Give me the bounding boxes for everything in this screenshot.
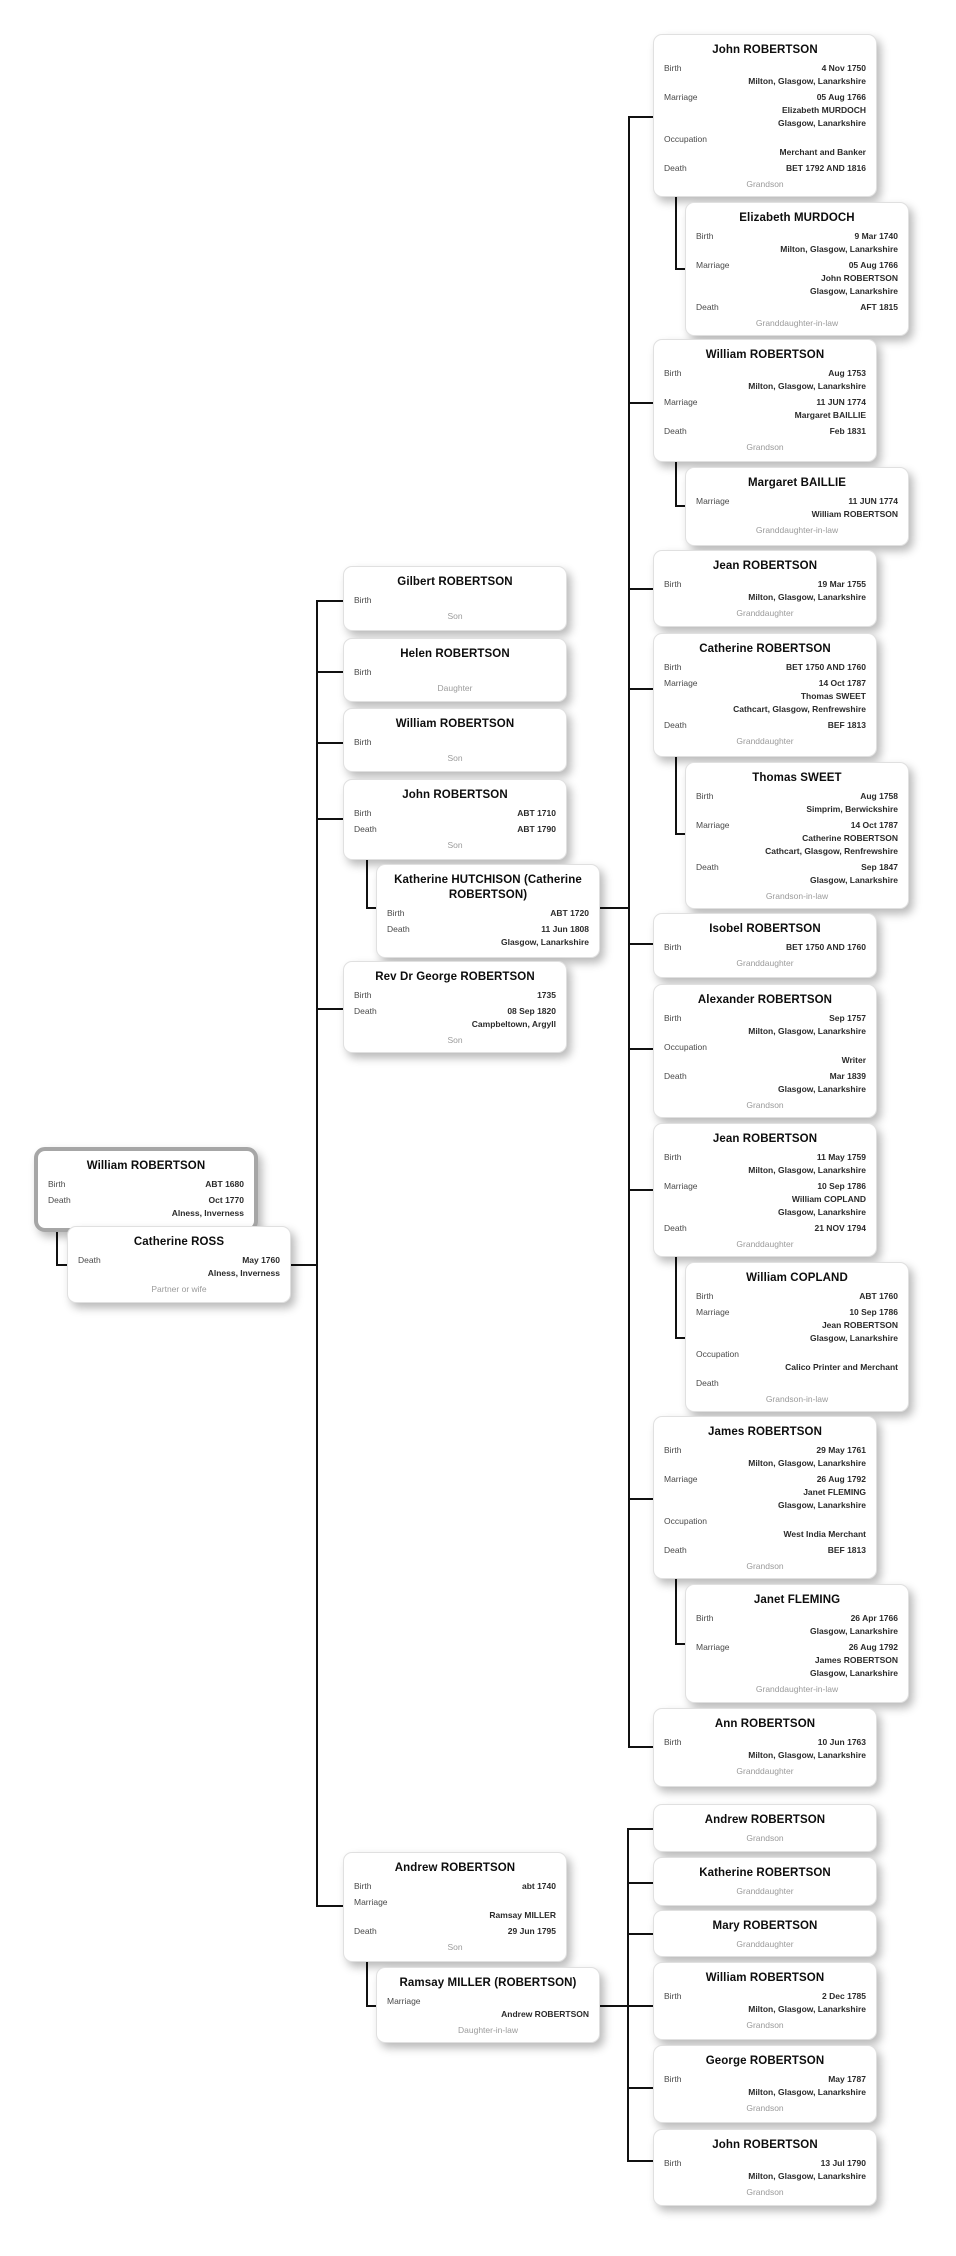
field-label: Death — [354, 824, 377, 834]
field-label: Birth — [664, 579, 682, 589]
field-date: 2 Dec 1785 — [822, 1991, 866, 2001]
field-label: Birth — [664, 63, 682, 73]
person-card-james-r[interactable] — [653, 1416, 877, 1579]
field-detail: Milton, Glasgow, Lanarkshire — [748, 2171, 866, 2181]
field-date: ABT 1680 — [205, 1179, 244, 1189]
connector-line — [316, 600, 343, 602]
field-detail: James ROBERTSON — [814, 1655, 898, 1665]
relationship-label: Grandson — [746, 2103, 784, 2113]
field-label: Death — [78, 1255, 101, 1265]
person-card-jean-r1[interactable] — [653, 550, 877, 627]
field-detail: Catherine ROBERTSON — [802, 833, 898, 843]
field-label: Marriage — [696, 1642, 730, 1652]
field-label: Birth — [664, 1737, 682, 1747]
field-label: Marriage — [696, 260, 730, 270]
field-label: Marriage — [387, 1996, 421, 2006]
field-label: Occupation — [664, 134, 707, 144]
connector-line — [675, 196, 677, 270]
connector-line — [316, 1008, 343, 1010]
field-date: 11 Jun 1808 — [541, 924, 589, 934]
field-label: Death — [696, 1378, 719, 1388]
field-date: ABT 1710 — [517, 808, 556, 818]
field-detail: Cathcart, Glasgow, Renfrewshire — [733, 704, 866, 714]
field-label: Marriage — [696, 1307, 730, 1317]
field-date: 11 JUN 1774 — [848, 496, 898, 506]
field-label: Birth — [48, 1179, 66, 1189]
person-name: John ROBERTSON — [712, 44, 818, 56]
field-detail: Simprim, Berwickshire — [806, 804, 898, 814]
field-label: Birth — [664, 942, 682, 952]
field-label: Birth — [696, 1291, 714, 1301]
person-card-katherine-hutchison[interactable] — [376, 864, 600, 958]
field-detail: Margaret BAILLIE — [794, 410, 866, 420]
connector-line — [627, 2160, 654, 2162]
connector-line — [628, 1048, 654, 1050]
relationship-label: Partner or wife — [151, 1284, 207, 1294]
person-name: Catherine ROSS — [133, 1236, 225, 1248]
field-label: Birth — [354, 1881, 372, 1891]
field-label: Death — [354, 1926, 377, 1936]
connector-line — [627, 1828, 654, 1830]
field-label: Death — [48, 1195, 71, 1205]
field-detail: Milton, Glasgow, Lanarkshire — [748, 1750, 866, 1760]
field-date: 4 Nov 1750 — [821, 63, 866, 73]
relationship-label: Son — [447, 1035, 463, 1045]
field-date: ABT 1720 — [550, 908, 589, 918]
person-card-george-r[interactable] — [653, 2045, 877, 2123]
field-date: Aug 1758 — [860, 791, 898, 801]
field-detail: Glasgow, Lanarkshire — [777, 1207, 866, 1217]
field-label: Death — [664, 163, 687, 173]
field-label: Death — [696, 862, 719, 872]
field-date: 26 Aug 1792 — [848, 1642, 898, 1652]
person-name: Alexander ROBERTSON — [697, 994, 833, 1006]
field-date: Aug 1753 — [828, 368, 866, 378]
field-detail: Thomas SWEET — [800, 691, 866, 701]
field-date: 10 Sep 1786 — [849, 1307, 898, 1317]
field-detail: Milton, Glasgow, Lanarkshire — [748, 1458, 866, 1468]
relationship-label: Granddaughter — [736, 1939, 794, 1949]
field-label: Death — [664, 720, 687, 730]
field-detail: West India Merchant — [783, 1529, 866, 1539]
field-detail: Milton, Glasgow, Lanarkshire — [748, 76, 866, 86]
field-date: 1735 — [537, 990, 556, 1000]
field-date: BEF 1813 — [827, 720, 866, 730]
field-label: Death — [664, 426, 687, 436]
connector-line — [627, 1933, 654, 1935]
person-card-katherine-r[interactable] — [653, 1857, 877, 1906]
person-name: Elizabeth MURDOCH — [739, 212, 855, 224]
relationship-label: Granddaughter — [736, 736, 794, 746]
relationship-label: Grandson — [746, 1561, 784, 1571]
connector-line — [600, 907, 629, 909]
connector-line — [628, 1189, 654, 1191]
field-date: ABT 1790 — [517, 824, 556, 834]
connector-line — [675, 462, 677, 507]
connector-line — [628, 588, 654, 590]
field-date: 11 JUN 1774 — [816, 397, 866, 407]
person-card-catherine-ross[interactable] — [67, 1226, 291, 1303]
field-detail: Milton, Glasgow, Lanarkshire — [748, 1026, 866, 1036]
field-date: 21 NOV 1794 — [814, 1223, 866, 1233]
connector-line — [627, 1882, 654, 1884]
field-label: Birth — [696, 791, 714, 801]
person-name: Margaret BAILLIE — [747, 477, 847, 489]
field-date: abt 1740 — [521, 1881, 556, 1891]
field-label: Birth — [664, 1445, 682, 1455]
person-card-alexander[interactable] — [653, 984, 877, 1118]
relationship-label: Grandson — [746, 442, 784, 452]
connector-line — [316, 742, 343, 744]
field-detail: Andrew ROBERTSON — [501, 2009, 589, 2019]
field-detail: Alness, Inverness — [171, 1208, 244, 1218]
connector-line — [628, 402, 654, 404]
connector-line — [628, 943, 654, 945]
field-label: Death — [354, 1006, 377, 1016]
field-label: Marriage — [354, 1897, 388, 1907]
field-date: 19 Mar 1755 — [817, 579, 866, 589]
person-card-thomas-sweet[interactable] — [685, 762, 909, 909]
person-card-john-r[interactable] — [653, 34, 877, 197]
field-detail: Calico Printer and Merchant — [785, 1362, 898, 1372]
field-date: May 1787 — [828, 2074, 866, 2084]
field-detail: Milton, Glasgow, Lanarkshire — [748, 2087, 866, 2097]
connector-line — [600, 2005, 628, 2007]
person-name: Katherine HUTCHISON (Catherine ROBERTSON) — [394, 874, 582, 901]
person-card-andrew-mid[interactable] — [343, 1852, 567, 1962]
person-name: William ROBERTSON — [395, 718, 515, 730]
field-date: BET 1792 AND 1816 — [785, 163, 866, 173]
field-detail: Glasgow, Lanarkshire — [809, 1626, 898, 1636]
person-name: George ROBERTSON — [705, 2055, 825, 2067]
person-name: Isobel ROBERTSON — [709, 923, 821, 935]
person-name: James ROBERTSON — [708, 1426, 822, 1438]
field-label: Birth — [664, 2074, 682, 2084]
connector-line — [628, 688, 654, 690]
relationship-label: Granddaughter-in-law — [755, 318, 839, 328]
field-detail: Glasgow, Lanarkshire — [777, 1084, 866, 1094]
relationship-label: Daughter — [437, 683, 473, 693]
connector-line — [628, 116, 630, 1748]
field-date: Sep 1757 — [829, 1013, 866, 1023]
field-date: Feb 1831 — [829, 426, 866, 436]
person-name: John ROBERTSON — [402, 789, 508, 801]
field-date: BET 1750 AND 1760 — [785, 942, 866, 952]
field-date: ABT 1760 — [859, 1291, 898, 1301]
person-card-william-mid[interactable] — [343, 708, 567, 772]
field-detail: Milton, Glasgow, Lanarkshire — [748, 1165, 866, 1175]
person-card-ann[interactable] — [653, 1708, 877, 1787]
field-date: 29 Jun 1795 — [507, 1926, 556, 1936]
field-date: BET 1750 AND 1760 — [785, 662, 866, 672]
field-date: AFT 1815 — [860, 302, 898, 312]
field-label: Marriage — [664, 1474, 698, 1484]
field-date: 11 May 1759 — [816, 1152, 866, 1162]
person-card-gilbert[interactable] — [343, 566, 567, 631]
person-name: John ROBERTSON — [712, 2139, 818, 2151]
field-date: 26 Aug 1792 — [816, 1474, 866, 1484]
person-card-john-r2[interactable] — [653, 2129, 877, 2206]
field-label: Death — [664, 1071, 687, 1081]
person-card-root-william[interactable] — [34, 1147, 258, 1232]
person-card-margaret-baillie[interactable] — [685, 467, 909, 546]
relationship-label: Grandson — [746, 1100, 784, 1110]
field-label: Occupation — [664, 1042, 707, 1052]
field-date: 05 Aug 1766 — [848, 260, 898, 270]
person-name: Mary ROBERTSON — [712, 1920, 818, 1932]
person-name: William ROBERTSON — [86, 1160, 206, 1172]
field-label: Death — [696, 302, 719, 312]
field-date: 29 May 1761 — [816, 1445, 866, 1455]
connector-line — [628, 1498, 654, 1500]
relationship-label: Granddaughter-in-law — [755, 1684, 839, 1694]
person-card-andrew-r[interactable] — [653, 1804, 877, 1852]
field-date: 26 Apr 1766 — [850, 1613, 898, 1623]
field-detail: Glasgow, Lanarkshire — [777, 1500, 866, 1510]
field-detail: Glasgow, Lanarkshire — [500, 937, 589, 947]
field-date: 05 Aug 1766 — [816, 92, 866, 102]
person-name: Jean ROBERTSON — [712, 560, 818, 572]
field-date: 9 Mar 1740 — [854, 231, 898, 241]
field-date: Mar 1839 — [829, 1071, 866, 1081]
relationship-label: Granddaughter — [736, 1886, 794, 1896]
person-name: Catherine ROBERTSON — [699, 643, 831, 655]
field-detail: Milton, Glasgow, Lanarkshire — [748, 381, 866, 391]
person-name: William COPLAND — [746, 1272, 848, 1284]
person-name: Andrew ROBERTSON — [704, 1814, 826, 1826]
field-date: 14 Oct 1787 — [818, 678, 866, 688]
field-date: 13 Jul 1790 — [820, 2158, 866, 2168]
field-detail: Glasgow, Lanarkshire — [809, 1668, 898, 1678]
field-label: Birth — [696, 1613, 714, 1623]
connector-line — [366, 858, 368, 909]
connector-line — [291, 1264, 318, 1266]
field-label: Marriage — [696, 820, 730, 830]
field-date: Oct 1770 — [208, 1195, 244, 1205]
field-detail: Milton, Glasgow, Lanarkshire — [780, 244, 898, 254]
field-detail: Glasgow, Lanarkshire — [809, 286, 898, 296]
connector-line — [675, 1579, 677, 1645]
field-label: Birth — [354, 990, 372, 1000]
field-label: Occupation — [664, 1516, 707, 1526]
field-label: Death — [664, 1545, 687, 1555]
person-name: William ROBERTSON — [705, 349, 825, 361]
person-name: Jean ROBERTSON — [712, 1133, 818, 1145]
person-name: Katherine ROBERTSON — [699, 1867, 831, 1879]
person-name: Ramsay MILLER (ROBERTSON) — [399, 1977, 577, 1989]
relationship-label: Grandson — [746, 179, 784, 189]
person-name: Helen ROBERTSON — [400, 648, 510, 660]
person-card-catherine-r[interactable] — [653, 633, 877, 757]
field-label: Birth — [696, 231, 714, 241]
connector-line — [628, 116, 654, 118]
field-label: Marriage — [664, 1181, 698, 1191]
field-date: 14 Oct 1787 — [850, 820, 898, 830]
person-card-jean-r2[interactable] — [653, 1123, 877, 1257]
connector-line — [316, 600, 318, 1907]
field-label: Marriage — [664, 397, 698, 407]
person-card-elizabeth-murdoch[interactable] — [685, 202, 909, 336]
field-date: May 1760 — [242, 1255, 280, 1265]
connector-line — [316, 1905, 343, 1907]
field-detail: Glasgow, Lanarkshire — [809, 1333, 898, 1343]
relationship-label: Grandson — [746, 1833, 784, 1843]
field-label: Birth — [664, 1013, 682, 1023]
field-date: Sep 1847 — [861, 862, 898, 872]
relationship-label: Daughter-in-law — [458, 2025, 518, 2035]
field-detail: Janet FLEMING — [803, 1487, 866, 1497]
field-date: 10 Sep 1786 — [817, 1181, 866, 1191]
relationship-label: Granddaughter — [736, 1239, 794, 1249]
field-label: Birth — [354, 808, 372, 818]
field-detail: William ROBERTSON — [811, 509, 898, 519]
field-label: Death — [387, 924, 410, 934]
relationship-label: Son — [447, 1942, 463, 1952]
person-card-isobel[interactable] — [653, 913, 877, 978]
relationship-label: Granddaughter-in-law — [755, 525, 839, 535]
field-label: Marriage — [696, 496, 730, 506]
person-card-george-mid[interactable] — [343, 961, 567, 1053]
person-name: Gilbert ROBERTSON — [397, 576, 513, 588]
field-detail: Glasgow, Lanarkshire — [777, 118, 866, 128]
field-label: Birth — [354, 737, 372, 747]
field-detail: Milton, Glasgow, Lanarkshire — [748, 592, 866, 602]
connector-line — [628, 1746, 654, 1748]
relationship-label: Son — [447, 840, 463, 850]
connector-line — [627, 2005, 654, 2007]
field-detail: William COPLAND — [791, 1194, 866, 1204]
field-detail: Ramsay MILLER — [489, 1910, 556, 1920]
connector-line — [627, 1828, 629, 2162]
field-label: Birth — [354, 667, 372, 677]
person-card-janet-fleming[interactable] — [685, 1584, 909, 1703]
relationship-label: Grandson — [746, 2020, 784, 2030]
relationship-label: Son — [447, 611, 463, 621]
person-name: Rev Dr George ROBERTSON — [375, 971, 535, 983]
relationship-label: Grandson — [746, 2187, 784, 2197]
person-card-john-mid[interactable] — [343, 779, 567, 860]
person-card-helen[interactable] — [343, 638, 567, 702]
connector-line — [627, 2087, 654, 2089]
field-detail: Jean ROBERTSON — [821, 1320, 898, 1330]
connector-line — [316, 818, 343, 820]
person-name: Andrew ROBERTSON — [394, 1862, 516, 1874]
connector-line — [675, 1256, 677, 1339]
field-detail: Cathcart, Glasgow, Renfrewshire — [765, 846, 898, 856]
field-detail: Glasgow, Lanarkshire — [809, 875, 898, 885]
field-label: Birth — [354, 595, 372, 605]
field-detail: John ROBERTSON — [821, 273, 898, 283]
field-date: BEF 1813 — [827, 1545, 866, 1555]
relationship-label: Granddaughter — [736, 1766, 794, 1776]
field-label: Birth — [664, 1152, 682, 1162]
field-date: 10 Jun 1763 — [817, 1737, 866, 1747]
field-detail: Milton, Glasgow, Lanarkshire — [748, 2004, 866, 2014]
field-label: Birth — [664, 662, 682, 672]
person-card-william-copland[interactable] — [685, 1262, 909, 1412]
field-detail: Elizabeth MURDOCH — [781, 105, 866, 115]
relationship-label: Son — [447, 753, 463, 763]
field-label: Marriage — [664, 92, 698, 102]
relationship-label: Granddaughter — [736, 608, 794, 618]
field-label: Birth — [664, 368, 682, 378]
person-name: Thomas SWEET — [752, 772, 842, 784]
person-card-mary-r[interactable] — [653, 1910, 877, 1957]
connector-line — [316, 671, 343, 673]
person-name: William ROBERTSON — [705, 1972, 825, 1984]
field-label: Death — [664, 1223, 687, 1233]
field-detail: Campbeltown, Argyll — [471, 1019, 556, 1029]
field-detail: Merchant and Banker — [779, 147, 866, 157]
field-detail: Writer — [841, 1055, 866, 1065]
field-date: 08 Sep 1820 — [507, 1006, 556, 1016]
person-card-ramsay[interactable] — [376, 1967, 600, 2043]
field-label: Birth — [387, 908, 405, 918]
relationship-label: Grandson-in-law — [765, 891, 829, 901]
person-card-william-r2[interactable] — [653, 1962, 877, 2040]
field-label: Birth — [664, 1991, 682, 2001]
person-card-william-r[interactable] — [653, 339, 877, 462]
connector-line — [675, 757, 677, 835]
field-label: Birth — [664, 2158, 682, 2168]
field-detail: Alness, Inverness — [207, 1268, 280, 1278]
person-name: Janet FLEMING — [753, 1594, 841, 1606]
connector-line — [366, 1960, 368, 2007]
relationship-label: Granddaughter — [736, 958, 794, 968]
relationship-label: Grandson-in-law — [765, 1394, 829, 1404]
field-label: Marriage — [664, 678, 698, 688]
person-name: Ann ROBERTSON — [714, 1718, 816, 1730]
field-label: Occupation — [696, 1349, 739, 1359]
